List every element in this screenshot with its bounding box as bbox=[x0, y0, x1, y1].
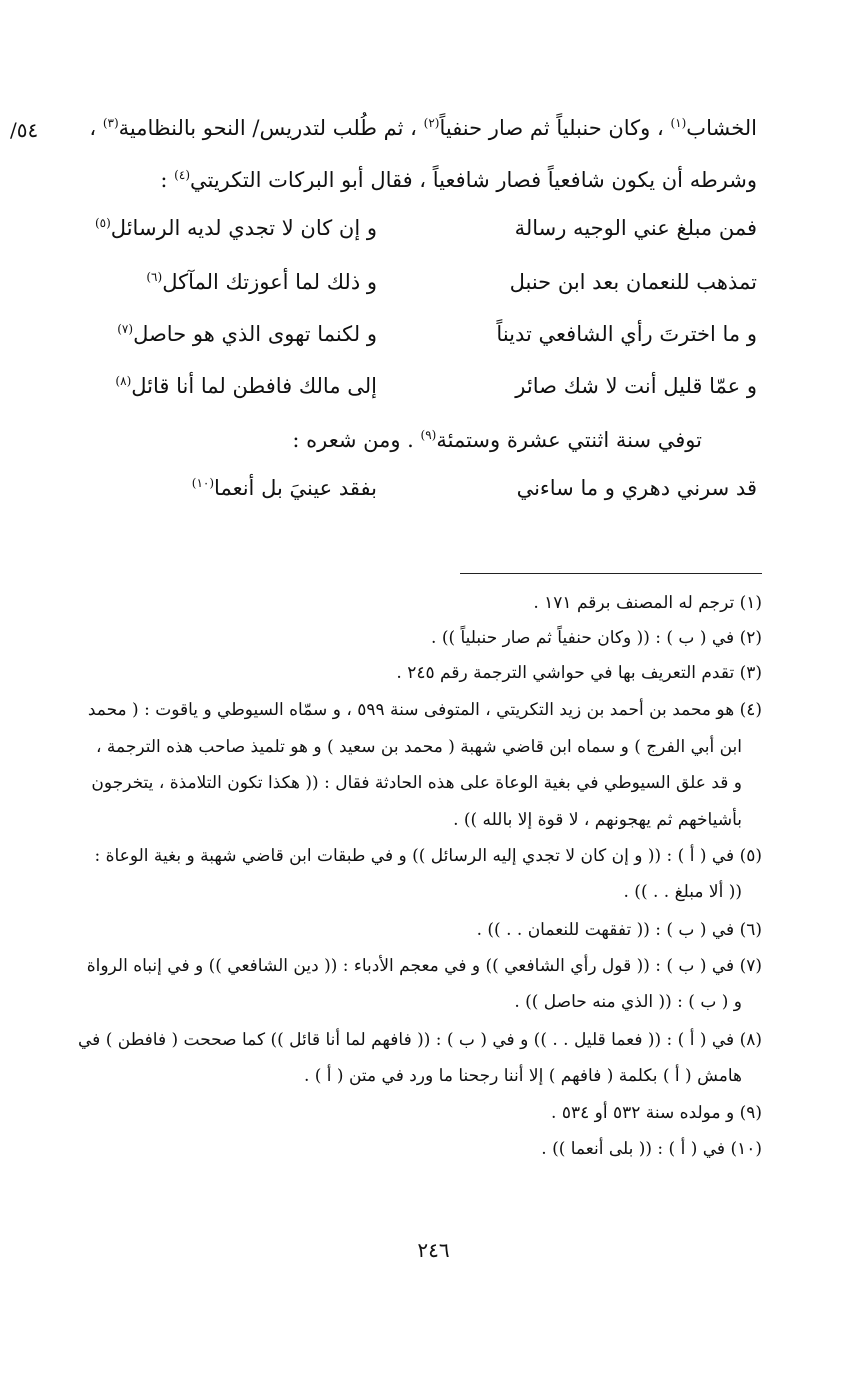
verse-2-second-hemistich bbox=[146, 270, 377, 294]
verse-2-first-hemistich: تمذهب للنعمان بعد ابن حنبل bbox=[509, 270, 757, 294]
footnote-7-line-1: (٧) في ( ب ) : (( قول رأي الشافعي )) و في معجم الأدباء : (( دين الشافعي )) و في إنباه الرواة bbox=[86, 956, 762, 976]
footnote-ref: (٧) bbox=[117, 322, 134, 336]
verse-3-first-hemistich: و ما اخترتَ رأي الشافعي تديناً bbox=[496, 322, 757, 346]
body-text: ، ثم طُلب لتدريس/ النحو بالنظامية bbox=[118, 116, 417, 140]
footnote-1: (١) ترجم له المصنف برقم ١٧١ . bbox=[533, 593, 762, 613]
footnote-6: (٦) في ( ب ) : (( تفقهت للنعمان . . )) . bbox=[476, 920, 762, 940]
body-line-1 bbox=[89, 116, 757, 140]
hemistich-text: و ذلك لما أعوزتك المآكل bbox=[162, 270, 377, 294]
body-line-2 bbox=[160, 168, 757, 192]
footnote-ref: (٤) bbox=[174, 168, 190, 182]
body-text: . ومن شعره : bbox=[292, 428, 414, 452]
page-number: ٢٤٦ bbox=[417, 1238, 450, 1262]
body-text: وشرطه أن يكون شافعياً فصار شافعياً ، فقال أبو البركات التكريتي bbox=[190, 168, 757, 192]
body-text: توفي سنة اثنتي عشرة وستمئة bbox=[436, 428, 702, 452]
footnote-4-line-4: بأشياخهم ثم يهجونهم ، لا قوة إلا بالله )) . bbox=[453, 810, 742, 830]
footnote-ref: (١) bbox=[670, 116, 687, 130]
hemistich-text: و لكنما تهوى الذي هو حاصل bbox=[133, 322, 377, 346]
footnote-5-line-2: (( ألا مبلغ . . )) . bbox=[623, 882, 742, 902]
footnote-ref: (٨) bbox=[115, 374, 132, 388]
verse-1-first-hemistich: فمن مبلغ عني الوجيه رسالة bbox=[514, 216, 757, 240]
footnote-ref: (٩) bbox=[420, 428, 437, 442]
verse-3-second-hemistich bbox=[117, 322, 377, 346]
footnote-ref: (٥) bbox=[94, 216, 111, 230]
margin-folio-mark: ٥٤/ bbox=[10, 118, 39, 142]
footnote-8-line-1: (٨) في ( أ ) : (( فعما قليل . . )) و في ( ب ) : (( فافهم لما أنا قائل )) كما صححت ( فافطن ) في bbox=[78, 1030, 762, 1050]
verse-5-first-hemistich: قد سرني دهري و ما ساءني bbox=[516, 476, 757, 500]
footnote-2: (٢) في ( ب ) : (( وكان حنفياً ثم صار حنبلياً )) . bbox=[431, 628, 762, 648]
body-text: : bbox=[160, 168, 168, 192]
verse-5-second-hemistich bbox=[192, 476, 377, 500]
footnote-9: (٩) و مولده سنة ٥٣٢ أو ٥٣٤ . bbox=[551, 1103, 762, 1123]
footnote-3: (٣) تقدم التعريف بها في حواشي الترجمة رقم ٢٤٥ . bbox=[396, 663, 762, 683]
footnote-ref: (١٠) bbox=[191, 476, 215, 490]
footnote-10: (١٠) في ( أ ) : (( بلى أنعما )) . bbox=[541, 1139, 762, 1159]
footnote-5-line-1: (٥) في ( أ ) : (( و إن كان لا تجدي إليه الرسائل )) و في طبقات ابن قاضي شهبة و بغية الوعاة : bbox=[94, 846, 762, 866]
footnote-4-line-1: (٤) هو محمد بن أحمد بن زيد التكريتي ، المتوفى سنة ٥٩٩ ، و سمّاه السيوطي و ياقوت : ( محمد bbox=[87, 700, 762, 720]
footnote-4-line-3: و قد علق السيوطي في بغية الوعاة على هذه الحادثة فقال : (( هكذا تكون التلامذة ، يتخرجون bbox=[91, 773, 742, 793]
verse-4-second-hemistich bbox=[115, 374, 377, 398]
verse-1-second-hemistich bbox=[95, 216, 377, 240]
hemistich-text: إلى مالك فافطن لما أنا قائل bbox=[131, 374, 377, 398]
footnote-ref: (٢) bbox=[423, 116, 440, 130]
footnote-8-line-2: هامش ( أ ) بكلمة ( فافهم ) إلا أننا رجحنا ما ورد في متن ( أ ) . bbox=[303, 1066, 742, 1086]
body-text: ، وكان حنبلياً ثم صار حنفياً bbox=[439, 116, 664, 140]
hemistich-text: بفقد عينيَ بل أنعما bbox=[214, 476, 377, 500]
verse-4-first-hemistich: و عمّا قليل أنت لا شك صائر bbox=[515, 374, 757, 398]
body-text: الخشاب bbox=[686, 116, 757, 140]
death-date-line bbox=[292, 428, 702, 452]
hemistich-text: و إن كان لا تجدي لديه الرسائل bbox=[110, 216, 377, 240]
footnote-ref: (٦) bbox=[146, 270, 163, 284]
body-text: ، bbox=[89, 116, 97, 140]
footnote-separator bbox=[460, 573, 762, 574]
footnote-7-line-2: و ( ب ) : (( الذي منه حاصل )) . bbox=[514, 992, 742, 1012]
footnote-4-line-2: ابن أبي الفرج ) و سماه ابن قاضي شهبة ( محمد بن سعيد ) و هو تلميذ صاحب هذه الترجمة ، bbox=[95, 737, 742, 757]
footnote-ref: (٣) bbox=[102, 116, 119, 130]
